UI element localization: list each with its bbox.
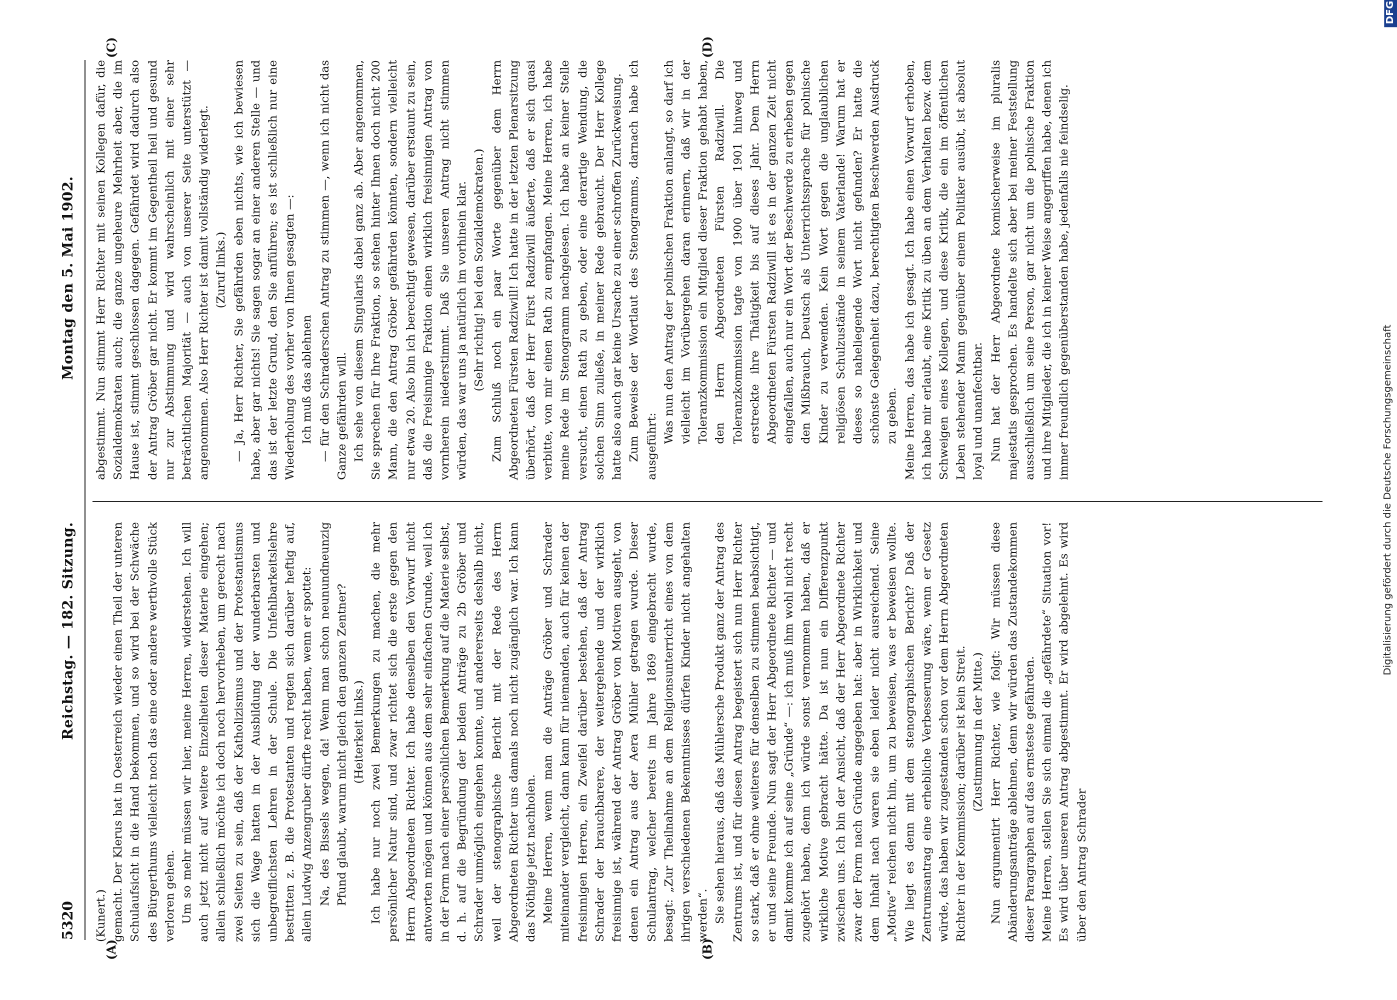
paragraph: Meine Herren, wenn man die Anträge Gröber und Schrader miteinander vergleicht, dann kann für niemanden, auch für keinen der freisinnigen Herren, ein Zweifel darüber bestehen, daß der Antrag Schrader der brauchbarere, der weitergehende und der wirklich freisinnige ist, während der Antrag Gröber von Motiven ausgeht, von denen ein Antrag aus der Aera Mühler getragen wurde. Dieser Schulantrag, welcher bereits im Jahre 1869 eingebracht wurde, besagt: „Zur Theilnahme an dem Religionsunterricht eines von dem ihrigen verschiedenen Bekenntnisses dürfen Kinder nicht angehalten werden“. bbox=[540, 522, 710, 942]
header-rule bbox=[84, 60, 85, 940]
paragraph: Um so mehr müssen wir hier, meine Herren, widerstehen. Ich will auch jetzt nicht auf weitere Einzelheiten dieser Materie eingehen; allein schließlich möchte ich doch noch hervorheben, um gerecht nach zwei Seiten zu sein, daß der Katholizismus und der Protestantismus sich die Wage hatten in der Ausbildung der wunderbarsten und unbegreiflichsten Lehren in der Schule. Die Unfehlbarkeitslehre bestritten z. B. die Protestanten und regten sich darüber heftig auf, allein Ludwig Anzengruber dürfte recht haben, wenn er spottet: bbox=[179, 522, 314, 942]
interjection: (Zustimmung in der Mitte.) bbox=[970, 652, 985, 812]
paragraph: Sie sehen hieraus, daß das Mühlersche Produkt ganz der Antrag des Zentrums ist, und für diesen Antrag begeistert sich nun Herr Richter so stark, daß er ohne weiteres für denselben zu stimmen beabsichtigt, er und seine Freunde. Nun sagt der Herr Abgeordnete Richter — und damit komme ich auf seine „Gründe“ —: ich muß ihm wohl nicht recht zugehört haben, denn ich würde sonst vernommen haben, daß er wirkliche Motive gebracht hätte. Da ist nun ein Differenzpunkt zwischen uns. Ich bin der Ansicht, daß der Herr Abgeordnete Richter zwar der Form nach Gründe angegeben hat: aber in Wirklichkeit und dem Inhalt nach waren sie eben leider nicht ausreichend. Seine „Motive“ reichen nicht hin, um zu beweisen, was er beweisen wollte. Wie liegt es denn mit dem stenographischen Bericht? Daß der Zentrumsantrag eine erhebliche Verbesserung wäre, wenn er Gesetz würde, das haben wir zugestanden schon vor dem Herrn Abgeordneten Richter in der Kommission; darüber ist kein Streit. bbox=[712, 522, 968, 942]
session-date: Montag den 5. Mai 1902. bbox=[60, 176, 76, 380]
right-column bbox=[92, 60, 1073, 480]
column-divider bbox=[92, 501, 1322, 502]
session-title: Reichstag. — 182. Sitzung. bbox=[60, 521, 76, 740]
running-header bbox=[60, 60, 82, 940]
paragraph: abgestimmt. Nun stimmt Herr Richter mit seinen Kollegen dafür, die Sozialdemokraten auch; die ganze ungeheure Mehrheit aber, die im Hause ist, stimmt geschlossen dagegen. Gefährdet wird dadurch also der Antrag Gröber gar nicht. Er kommt im Gegentheil heil und gesund nur zur Abstimmung und wird wahrscheinlich mit einer sehr beträchtlichen Majorität — auch von unserer Seite unterstützt — angenommen. Also Herr Richter ist damit vollständig widerlegt. bbox=[93, 60, 211, 480]
speaker-tag: (Kunert.) bbox=[93, 889, 107, 942]
margin-mark-d: (D) bbox=[700, 36, 714, 58]
left-column bbox=[92, 522, 1090, 942]
paragraph: Nun hat der Herr Abgeordnete komischerweise im pluralis majestatis gesprochen. Es handelte sich aber bei meiner Feststellung ausschließlich um seine Person, gar nicht um die polnische Fraktion und ihre Mitglieder, die ich in keiner Weise angegriffen habe, denen ich immer freundlich gegenüberstanden habe, jedenfalls nie feindselig. bbox=[987, 60, 1071, 480]
digitization-credit bbox=[1383, 325, 1394, 676]
paragraph: gemacht. Der Klerus hat in Oesterreich wieder einen Theil der unteren Schulaufsicht in die Hand bekommen, und so wird bei der Schwäche des Bürgerthums vielleicht noch das eine oder andere werthvolle Stück verloren gehen. bbox=[110, 522, 176, 942]
paragraph: Zum Beweise der Wortlaut des Stenogramms, darnach habe ich ausgeführt: bbox=[626, 60, 658, 480]
paragraph: Zum Schluß noch ein paar Worte gegenüber dem Herrn Abgeordneten Fürsten Radziwill! Ich hatte in der letzten Plenarsitzung überhört, daß der Herr Fürst Radziwill äußerte, daß er sich quasi verbitte, von mir einen Rath zu empfangen. Meine Herren, ich habe meine Rede im Stenogramm nachgelesen. Ich habe an keiner Stelle versucht, einen Rath zu geben, oder eine derartige Wendung, die solchen Sinn zuließe, in meiner Rede gebraucht. Der Herr Kollege hatte also auch gar keine Ursache zu einer schroffen Zurückweisung. bbox=[488, 60, 624, 480]
margin-mark-a: (A) bbox=[104, 939, 118, 960]
quotation: Na, des Bissels wegen, da! Wenn man schon neunundneunzig Pfund glaubt, warum nicht gleich den ganzen Zentner? bbox=[316, 522, 348, 906]
paragraph: Ich habe nur noch zwei Bemerkungen zu machen, die mehr persönlicher Natur sind, und zwar richtet sich die erste gegen den Herrn Abgeordneten Richter. Ich habe denselben den Vorwurf nicht antworten mögen und können aus dem sehr einfachen Grunde, weil ich in der Form nach einer persönlichen Bemerkung auf die Materie selbst, d. h. auf die Begründung der beiden Anträge zu 2b Gröber und Schrader unmöglich eingehen konnte, und andererseits deshalb nicht, weil der stenographische Bericht mit der Rede des Herrn Abgeordneten Richter uns damals noch nicht zugänglich war. Ich kann das Nöthige jetzt nachholen. bbox=[368, 522, 538, 942]
paragraph: — für den Schraderschen Antrag zu stimmen —, wenn ich nicht das Ganze gefährden will. bbox=[316, 60, 348, 480]
paragraph: Nun argumentirt Herr Richter, wie folgt: Wir müssen diese Abänderungsanträge ablehnen, denn wir würden das Zustandekommen dieser Paragraphen auf das ernsteste gefährden. bbox=[987, 522, 1036, 942]
paragraph: Meine Herren, das habe ich gesagt. Ich habe einen Vorwurf erhoben, ich habe mir erlaubt, eine Kritik zu üben an dem Verhalten bezw. dem Schweigen eines Kollegen, und diese Kritik, die ein im öffentlichen Leben stehender Mann gegenüber einem Politiker ausübt, ist absolut loyal und unanfechtbar. bbox=[901, 60, 985, 480]
margin-mark-b: (B) bbox=[700, 938, 714, 960]
interjection: (Sehr richtig! bei den Sozialdemokraten.) bbox=[471, 148, 486, 392]
paragraph: Meine Herren, stellen Sie sich einmal die „gefährdete“ Situation vor! Es wird über unseren Antrag abgestimmt. Er wird abgelehnt. Es wird über den Antrag Schrader bbox=[1039, 522, 1088, 942]
margin-mark-c: (C) bbox=[104, 37, 118, 58]
dfg-logo: DFG bbox=[1384, 0, 1397, 27]
paragraph: — Ja, Herr Richter, Sie gefährden eben nichts, wie ich bewiesen habe, aber gar nichts! Sie sagen sogar an einer anderen Stelle — und das ist der letzte Grund, den Sie anführen; es ist schließlich nur eine Wiederholung des vorher von Ihnen gesagten —: bbox=[230, 60, 297, 480]
interjection: (Heiterkeit links.) bbox=[351, 680, 366, 784]
page-number: 5320 bbox=[60, 901, 76, 940]
quotation: Was nun den Antrag der polnischen Fraktion anlangt, so darf ich vielleicht im Vorübergehen daran erinnern, daß wir in der Toleranzkommission ein Mitglied dieser Fraktion gehabt haben, den Herrn Abgeordneten Fürsten Radziwill. Die Toleranzkommission tagte von 1900 über 1901 hinweg und erstreckte ihre Thätigkeit bis auf dieses Jahr. Dem Herrn Abgeordneten Fürsten Radziwill ist es in der ganzen Zeit nicht eingefallen, auch nur ein Wort der Beschwerde zu erheben gegen den Mißbrauch, Deutsch als Unterrichtssprache für polnische Kinder zu verwenden. Kein Wort gegen die unglaublichen religiösen Schulzustände in seinem Vaterlande! Warum hat er dieses so naheliegende Wort nicht gefunden? Er hatte die schönste Gelegenheit dazu, berechtigten Beschwerden Ausdruck zu geben. bbox=[660, 60, 899, 444]
interjection: (Zuruf links.) bbox=[213, 231, 228, 309]
credit-text: Digitalisierung gefördert durch die Deutsche Forschungsgemeinschaft bbox=[1382, 324, 1394, 676]
quotation: Ich muß das ablehnen bbox=[299, 314, 314, 444]
paragraph: Ich sehe von diesem Singularis dabei ganz ab. Aber angenommen, Sie sprechen für Ihre Fraktion, so stehen hinter Ihnen doch nicht 200 Mann, die den Antrag Gröber gefährden könnten, sondern vielleicht nur etwa 20. Also bin ich berechtigt gewesen, darüber erstaunt zu sein, daß die Freisinnige Fraktion einen wirklich freisinnigen Antrag von vornherein niederstimmt. Daß Sie unseren Antrag nicht stimmen würden, das war uns ja natürlich im vorhinein klar. bbox=[351, 60, 469, 480]
